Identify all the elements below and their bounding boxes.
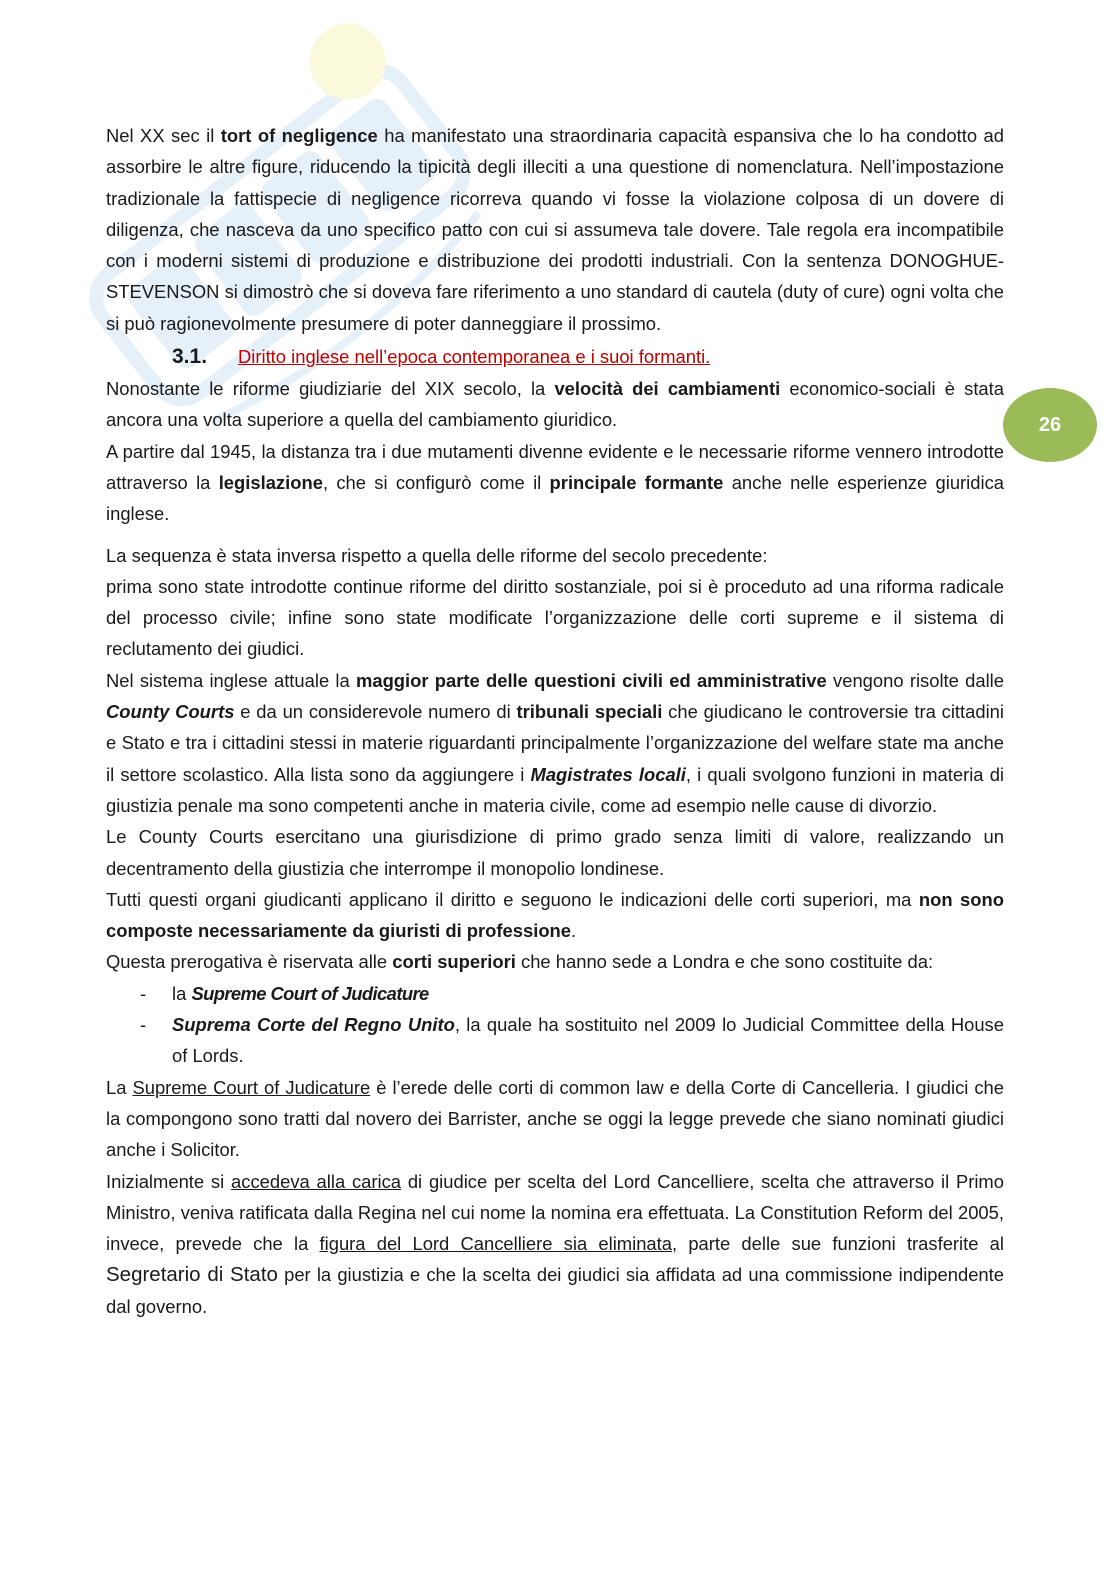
document-body — [106, 120, 1004, 1322]
underlined-text: Supreme Court of Judicature — [132, 1076, 371, 1098]
paragraph-sequenza: La sequenza è stata inversa rispetto a quella delle riforme del secolo precedente: — [106, 544, 768, 566]
text: Nonostante le riforme giudiziarie del XIX secolo, la — [106, 378, 555, 400]
large-text: Segretario di Stato — [106, 1263, 278, 1287]
text: , la quale ha sostituito nel 2009 lo Judicial Committee della House of Lords. — [172, 1014, 1004, 1067]
paragraph-organi — [106, 884, 1004, 947]
text: economico-sociali è stata ancora una volta superiore a quella del cambiamento giuridico. — [106, 378, 1004, 431]
page-number: 26 — [1038, 413, 1062, 436]
text: La — [106, 1076, 133, 1098]
bold-text: corti superiori — [392, 951, 516, 973]
bold-text: principale formante — [549, 471, 724, 493]
paragraph-prerogativa — [106, 946, 1004, 977]
bold-italic-text: Magistrates locali — [530, 763, 686, 785]
bold-text: velocità dei cambiamenti — [554, 378, 781, 400]
section-heading — [106, 339, 1004, 373]
text: Questa prerogativa è riservata alle — [106, 951, 393, 973]
paragraph-supreme-court — [106, 1072, 1004, 1166]
paragraph-prima: prima sono state introdotte continue riforme del diritto sostanziale, poi si è proceduto ad una riforma radicale del processo civile; infine sono state modificate l’organizzazione delle corti supreme e il sistema di reclutamento dei giudici. — [106, 575, 1004, 660]
text: e da un considerevole numero di — [234, 701, 517, 723]
paragraph-sistema-inglese — [106, 665, 1004, 821]
bullet: - — [140, 982, 147, 1004]
text: è l’erede delle corti di common law e della Corte di Cancelleria. I giudici che la compongono sono tratti dal novero dei Barrister, anche se oggi la legge prevede che siano nominati giudici anche i Solicitor. — [106, 1076, 1004, 1161]
paragraph-carica — [106, 1166, 1004, 1322]
courts-list — [106, 978, 1004, 1072]
text: per la giustizia e che la scelta dei giudici sia affidata ad una commissione indipendente dal governo. — [106, 1264, 1004, 1317]
underlined-text: accedeva alla carica — [231, 1170, 402, 1192]
paragraph-riforme — [106, 373, 1004, 436]
paragraph-1945 — [106, 436, 1004, 530]
bold-text: tribunali speciali — [516, 701, 663, 723]
bold-text: maggior parte delle questioni civili ed amministrative — [355, 669, 827, 691]
text: la — [172, 982, 192, 1004]
text: Inizialmente si — [106, 1170, 232, 1192]
underlined-text: figura del Lord Cancelliere sia eliminata — [319, 1233, 672, 1255]
bold-text: tort of negligence — [220, 125, 378, 146]
bold-text: non sono composte necessariamente da giuristi di professione — [106, 888, 1004, 942]
text: , i quali svolgono funzioni in materia di giustizia penale ma sono competenti anche in materia civile, come ad esempio nelle cause di divorzio. — [106, 763, 1005, 816]
text: di giudice per scelta del Lord Cancelliere, scelta che attraverso il Primo Ministro, veniva ratificata dalla Regina nel cui nome la nomina era effettuata. La Constitution Reform del 2005, invece, prevede che la — [106, 1170, 1004, 1255]
text: , che si configurò come il — [322, 471, 550, 493]
page-number-badge — [1003, 388, 1097, 462]
bold-italic-text: Supreme Court of Judicature — [191, 982, 429, 1004]
list-item — [106, 978, 1004, 1009]
bold-text: legislazione — [218, 471, 323, 493]
text: , parte delle sue funzioni trasferite al — [672, 1233, 1004, 1255]
text: anche nelle esperienze giuridica inglese. — [106, 471, 1005, 525]
bold-italic-text: Suprema Corte del Regno Unito — [172, 1014, 455, 1036]
text: Nel sistema inglese attuale la — [106, 669, 356, 691]
text: . — [571, 920, 577, 942]
bold-italic-text: County Courts — [106, 701, 235, 723]
section-title-link[interactable]: Diritto inglese nell’epoca contemporanea e i suoi formanti. — [238, 346, 711, 368]
text: ha manifestato una straordinaria capacità espansiva che lo ha condotto ad assorbire le altre figure, riducendo la tipicità degli illeciti a una questione di nomenclatura. Nell’impostazione tradizionale la fattispecie di negligence ricorreva quando vi fosse la violazione colposa di un dovere di diligenza, che nasceva da uno specifico patto con cui si assumeva tale dovere. Tale regola era incompatibile con i moderni sistemi di produzione e distribuzione dei prodotti industriali. Con la sentenza DONOGHUE-STEVENSON si dimostrò che si doveva fare riferimento a uno standard di cautela (duty of cure) ogni volta che si può ragionevolmente presumere di poter danneggiare il prossimo. — [106, 125, 1004, 334]
paragraph-county-courts: Le County Courts esercitano una giurisdizione di primo grado senza limiti di valore, realizzando un decentramento della giustizia che interrompe il monopolio londinese. — [106, 826, 1004, 879]
section-number: 3.1. — [172, 345, 208, 369]
text: che hanno sede a Londra e che sono costituite da: — [515, 951, 934, 973]
text: A partire dal 1945, la distanza tra i due mutamenti divenne evidente e le necessarie riforme vennero introdotte attraverso la — [106, 440, 1004, 493]
text: Nel XX sec il — [106, 125, 221, 146]
text: che giudicano le controversie tra cittadini e Stato e tra i cittadini stessi in materie riguardanti principalmente l’organizzazione del welfare state ma anche il settore scolastico. Alla lista sono da aggiungere i — [106, 701, 1004, 785]
list-item — [106, 1009, 1004, 1072]
bullet: - — [140, 1014, 147, 1036]
paragraph-negligence — [106, 120, 1004, 339]
text: vengono risolte dalle — [826, 669, 1004, 691]
text: Tutti questi organi giudicanti applicano il diritto e seguono le indicazioni delle corti superiori, ma — [106, 888, 919, 910]
